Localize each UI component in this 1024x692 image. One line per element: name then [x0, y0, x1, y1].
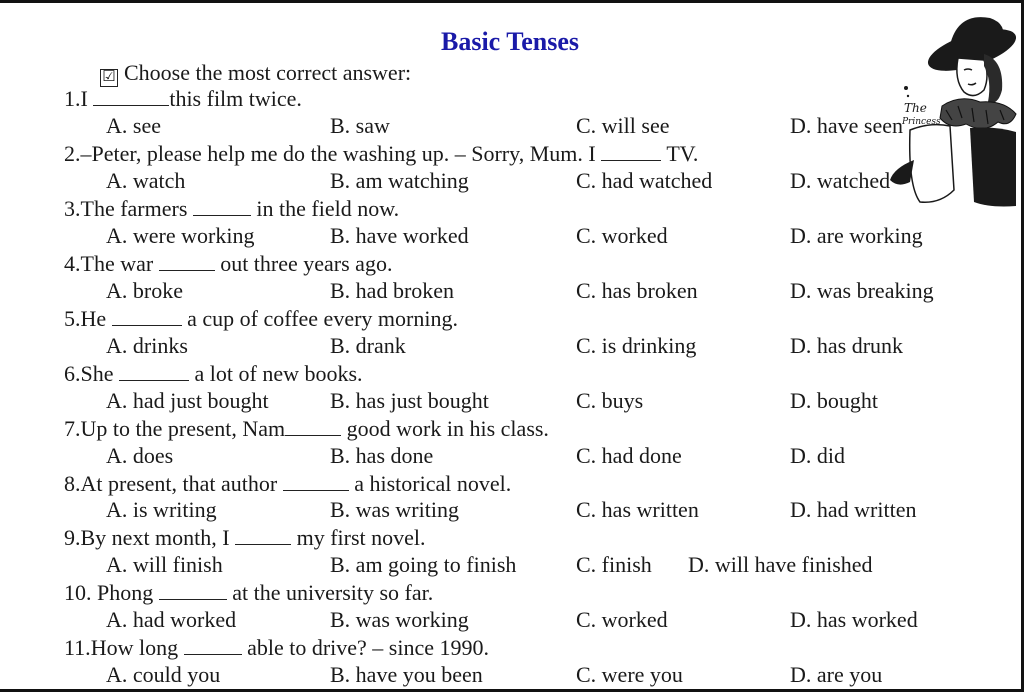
top-border [0, 0, 1024, 3]
question-8: 8.At present, that author a historical novel. [64, 471, 512, 496]
q2-option-c[interactable]: C. had watched [576, 168, 713, 193]
instruction-text: Choose the most correct answer: [124, 60, 412, 85]
question-5: 5.He a cup of coffee every morning. [64, 306, 458, 331]
q8-option-d[interactable]: D. had written [790, 497, 917, 522]
q3-option-a[interactable]: A. were working [106, 223, 255, 248]
q6-option-b[interactable]: B. has just bought [330, 388, 489, 413]
answer-blank[interactable] [159, 581, 227, 600]
illustration-caption-2: Princess [902, 117, 941, 127]
q3-option-b[interactable]: B. have worked [330, 223, 469, 248]
page-title: Basic Tenses [441, 27, 579, 56]
q1-option-b[interactable]: B. saw [330, 113, 390, 138]
answer-blank[interactable] [283, 472, 349, 491]
q2-option-b[interactable]: B. am watching [330, 168, 469, 193]
answer-blank[interactable] [285, 417, 341, 436]
q3-option-c[interactable]: C. worked [576, 223, 668, 248]
q2-option-d[interactable]: D. watched [790, 168, 891, 193]
question-2: 2.–Peter, please help me do the washing up. – Sorry, Mum. I TV. [64, 141, 699, 166]
q6-option-a[interactable]: A. had just bought [106, 388, 269, 413]
q4-option-c[interactable]: C. has broken [576, 278, 698, 303]
q1-option-d[interactable]: D. have seen [790, 113, 904, 138]
q1-option-c[interactable]: C. will see [576, 113, 670, 138]
q5-option-a[interactable]: A. drinks [106, 333, 188, 358]
answer-blank[interactable] [235, 526, 291, 545]
q4-option-d[interactable]: D. was breaking [790, 278, 934, 303]
answer-blank[interactable] [159, 252, 215, 271]
q8-option-b[interactable]: B. was writing [330, 497, 459, 522]
q5-option-b[interactable]: B. drank [330, 333, 406, 358]
question-7: 7.Up to the present, Nam good work in his class. [64, 416, 549, 441]
instruction [100, 60, 411, 86]
question-11: 11.How long able to drive? – since 1990. [64, 635, 490, 660]
answer-blank[interactable] [112, 307, 182, 326]
q11-option-d[interactable]: D. are you [790, 662, 883, 687]
q9-option-b[interactable]: B. am going to finish [330, 552, 517, 577]
q9-option-c[interactable]: C. finish [576, 552, 652, 577]
q4-option-a[interactable]: A. broke [106, 278, 183, 303]
question-10: 10. Phong at the university so far. [64, 580, 434, 605]
q3-option-d[interactable]: D. are working [790, 223, 923, 248]
question-9: 9.By next month, I my first novel. [64, 525, 426, 550]
q7-option-c[interactable]: C. had done [576, 443, 682, 468]
question-4: 4.The war out three years ago. [64, 251, 393, 276]
q7-option-a[interactable]: A. does [106, 443, 174, 468]
q7-option-d[interactable]: D. did [790, 443, 845, 468]
q5-option-d[interactable]: D. has drunk [790, 333, 904, 358]
answer-blank[interactable] [601, 142, 661, 161]
q9-option-a[interactable]: A. will finish [106, 552, 223, 577]
answer-blank[interactable] [93, 87, 169, 106]
illustration-caption-1: The [904, 101, 927, 115]
answer-blank[interactable] [193, 197, 251, 216]
checkbox-icon: ☑ [100, 69, 118, 87]
q11-option-b[interactable]: B. have you been [330, 662, 483, 687]
q10-option-d[interactable]: D. has worked [790, 607, 918, 632]
q2-option-a[interactable]: A. watch [106, 168, 186, 193]
q5-option-c[interactable]: C. is drinking [576, 333, 697, 358]
answer-blank[interactable] [184, 636, 242, 655]
q11-option-c[interactable]: C. were you [576, 662, 683, 687]
q8-option-c[interactable]: C. has written [576, 497, 699, 522]
q4-option-b[interactable]: B. had broken [330, 278, 455, 303]
q7-option-b[interactable]: B. has done [330, 443, 434, 468]
woman-in-hat-illustration [880, 10, 1020, 210]
answer-blank[interactable] [119, 362, 189, 381]
question-3: 3.The farmers in the field now. [64, 196, 400, 221]
q10-option-a[interactable]: A. had worked [106, 607, 237, 632]
q10-option-b[interactable]: B. was working [330, 607, 469, 632]
q10-option-c[interactable]: C. worked [576, 607, 668, 632]
question-1: 1.I this film twice. [64, 86, 302, 111]
q11-option-a[interactable]: A. could you [106, 662, 221, 687]
q8-option-a[interactable]: A. is writing [106, 497, 217, 522]
question-6: 6.She a lot of new books. [64, 361, 363, 386]
q1-option-a[interactable]: A. see [106, 113, 161, 138]
q6-option-c[interactable]: C. buys [576, 388, 644, 413]
q6-option-d[interactable]: D. bought [790, 388, 878, 413]
q9-option-d[interactable]: D. will have finished [688, 552, 873, 577]
